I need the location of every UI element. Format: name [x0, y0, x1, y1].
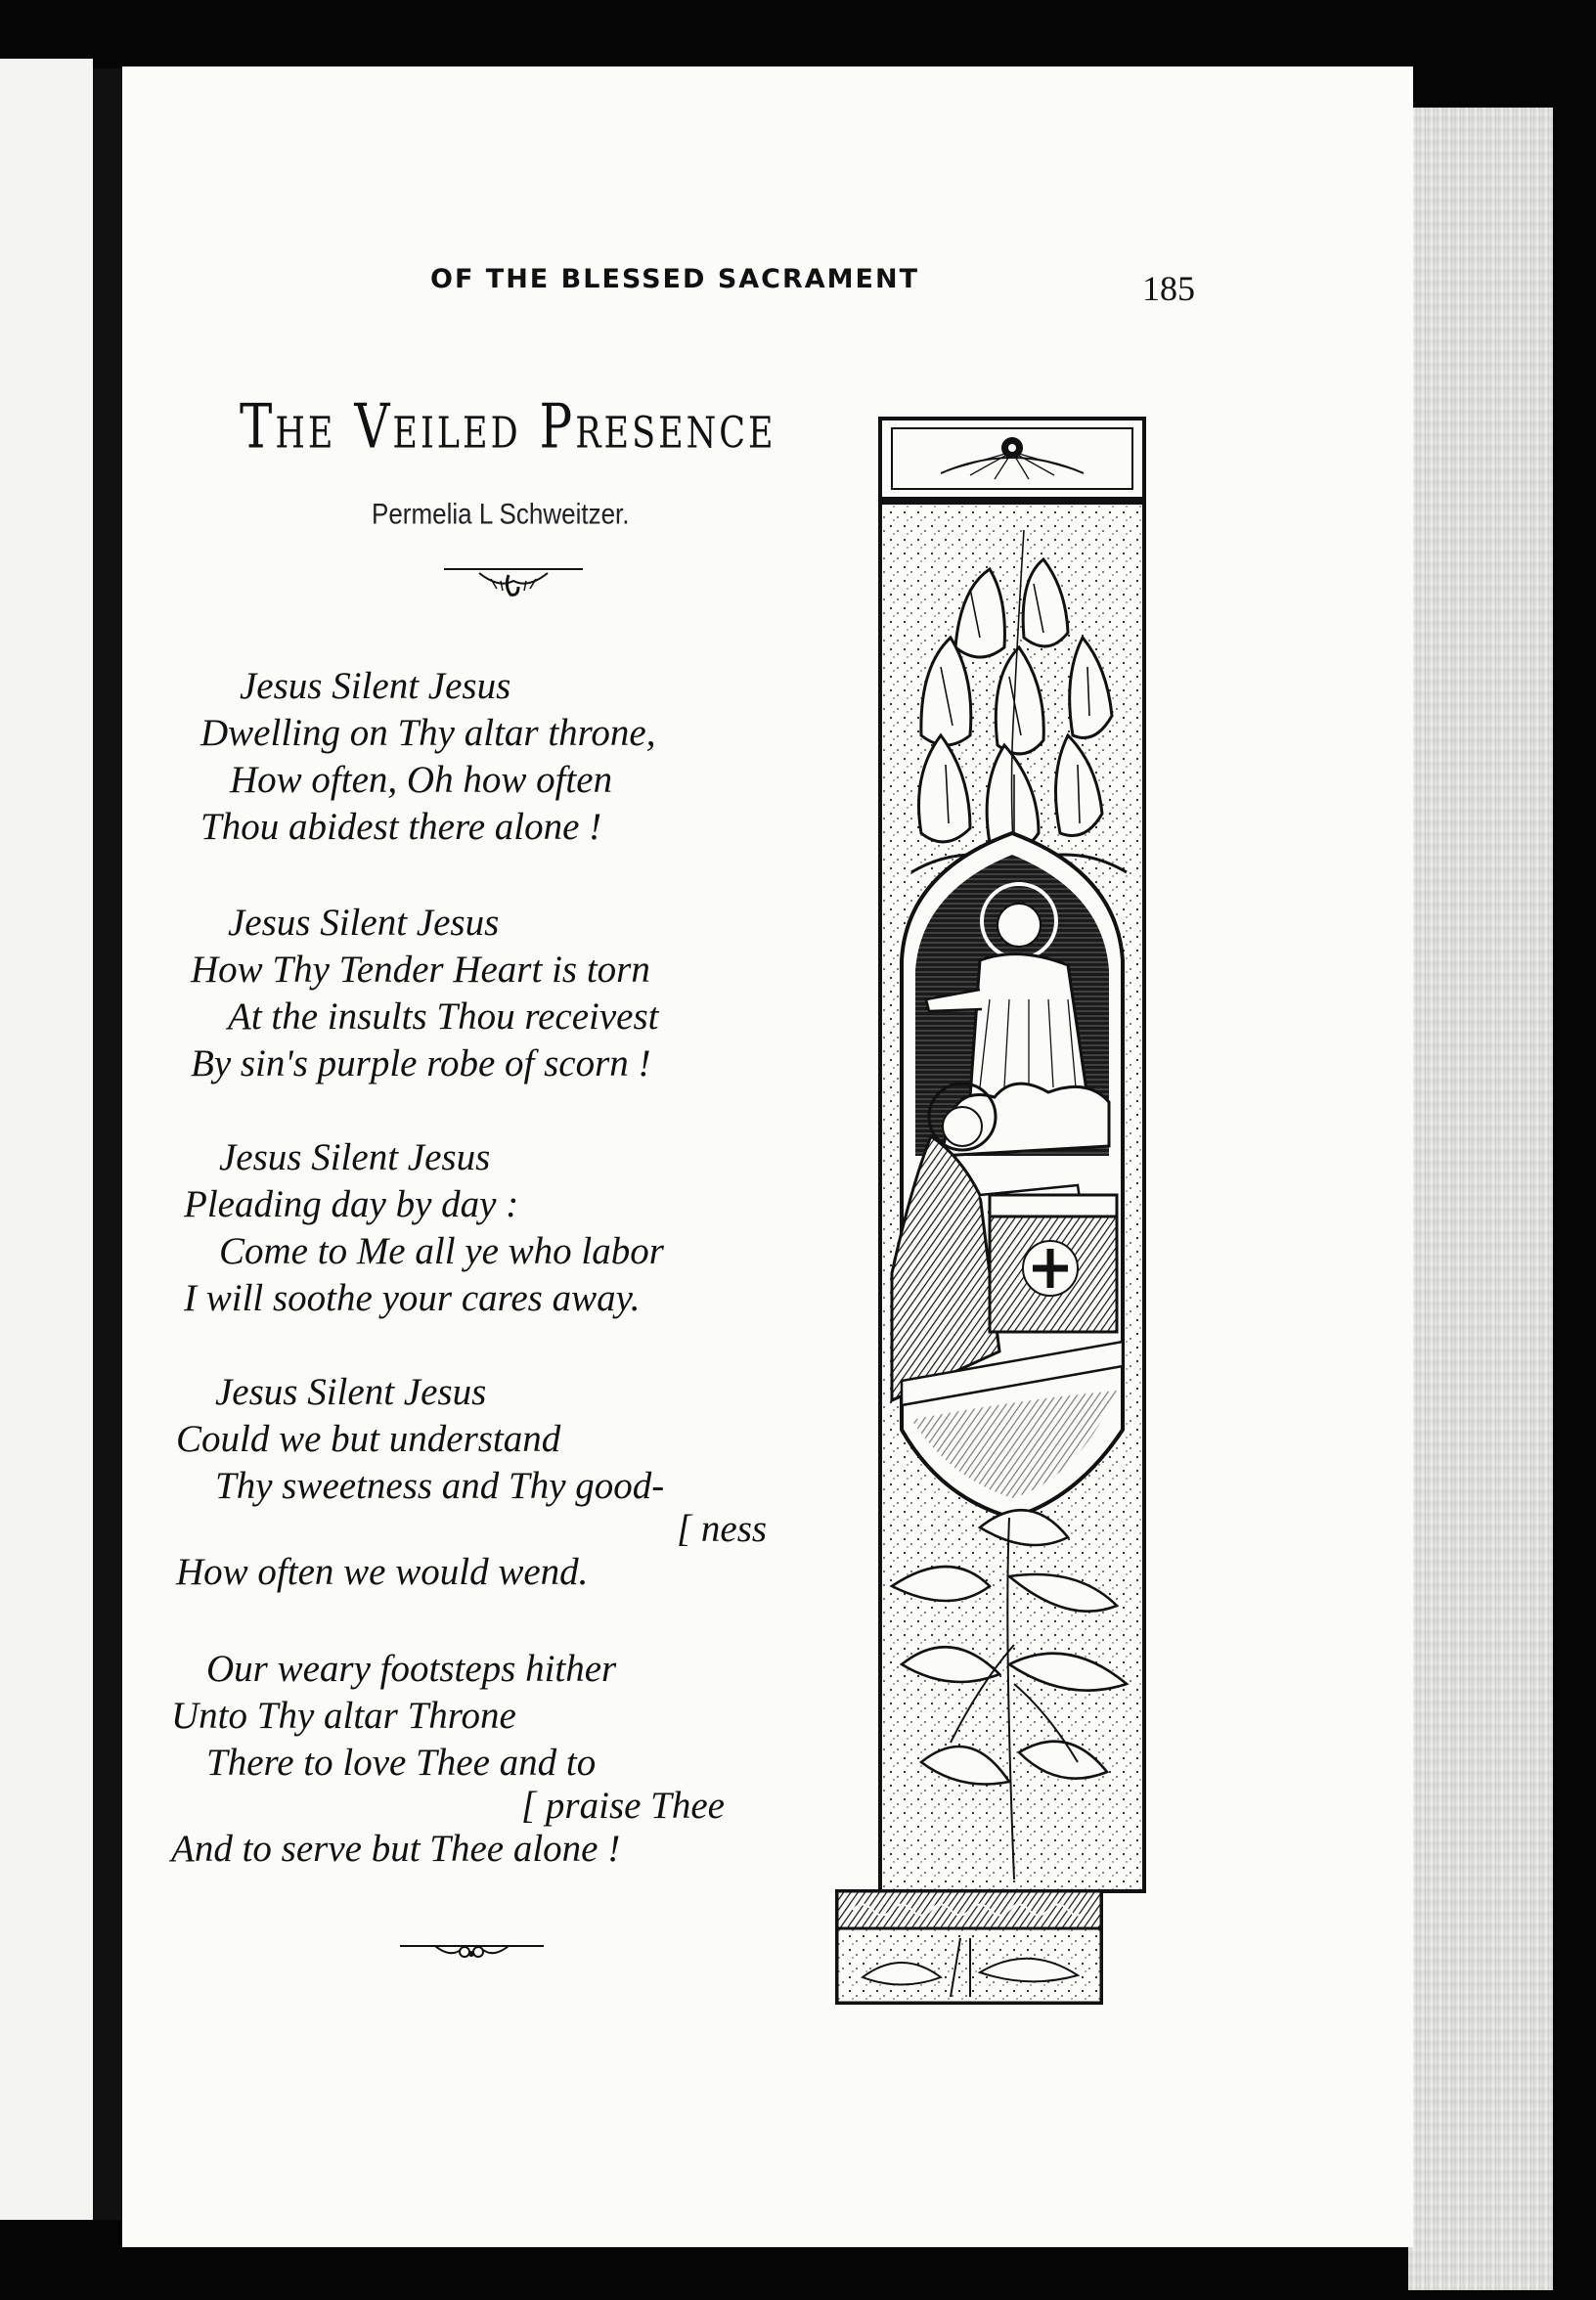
poem-line: By sin's purple robe of scorn ! [191, 1042, 651, 1084]
poem-line: Jesus Silent Jesus [228, 902, 500, 944]
poem-line: Pleading day by day : [184, 1183, 519, 1225]
poem-line-turnover: [ ness [677, 1508, 768, 1550]
poem-line: At the insults Thou receivest [228, 995, 659, 1038]
poem-line: How often we would wend. [176, 1551, 589, 1593]
poem-line: Jesus Silent Jesus [240, 665, 511, 707]
book-fore-edge [1408, 108, 1553, 2290]
previous-page-edge [0, 59, 93, 2220]
poem-line: Unto Thy altar Throne [171, 1695, 516, 1737]
poem-author: Permelia L Schweitzer. [372, 497, 630, 531]
devotional-panel-illustration-icon [833, 413, 1148, 2007]
poem-line: Jesus Silent Jesus [219, 1136, 491, 1178]
poem-line: There to love Thee and to [206, 1742, 597, 1784]
stanza-5 [171, 1646, 725, 1873]
poem-line: Could we but understand [176, 1418, 561, 1460]
stanza-4 [176, 1369, 767, 1596]
devotional-illustration [833, 413, 1148, 2007]
stanza-3 [184, 1134, 664, 1322]
running-head: OF THE BLESSED SACRAMENT [430, 264, 919, 294]
poem-line: Come to Me all ye who labor [219, 1230, 664, 1272]
poem-line: And to serve but Thee alone ! [171, 1828, 621, 1870]
poem-line: Our weary footsteps hither [206, 1648, 617, 1690]
poem-line: Thy sweetness and Thy good- [215, 1465, 665, 1507]
poem-line-turnover: [ praise Thee [521, 1785, 725, 1827]
poem-line: Thou abidest there alone ! [200, 806, 602, 848]
poem-line: Jesus Silent Jesus [215, 1371, 487, 1413]
page-number: 185 [1142, 269, 1195, 308]
poem-line: I will soothe your cares away. [184, 1277, 641, 1319]
poem-line: How often, Oh how often [230, 759, 613, 801]
poem-line: How Thy Tender Heart is torn [191, 949, 650, 991]
poem-title: The Veiled Presence [240, 391, 776, 463]
end-ornament-icon [396, 1936, 548, 1966]
title-ornament-icon [440, 559, 587, 602]
stanza-1 [200, 663, 655, 851]
poem-line: Dwelling on Thy altar throne, [200, 712, 656, 754]
stanza-2 [191, 900, 658, 1087]
book-gutter [93, 68, 122, 2220]
